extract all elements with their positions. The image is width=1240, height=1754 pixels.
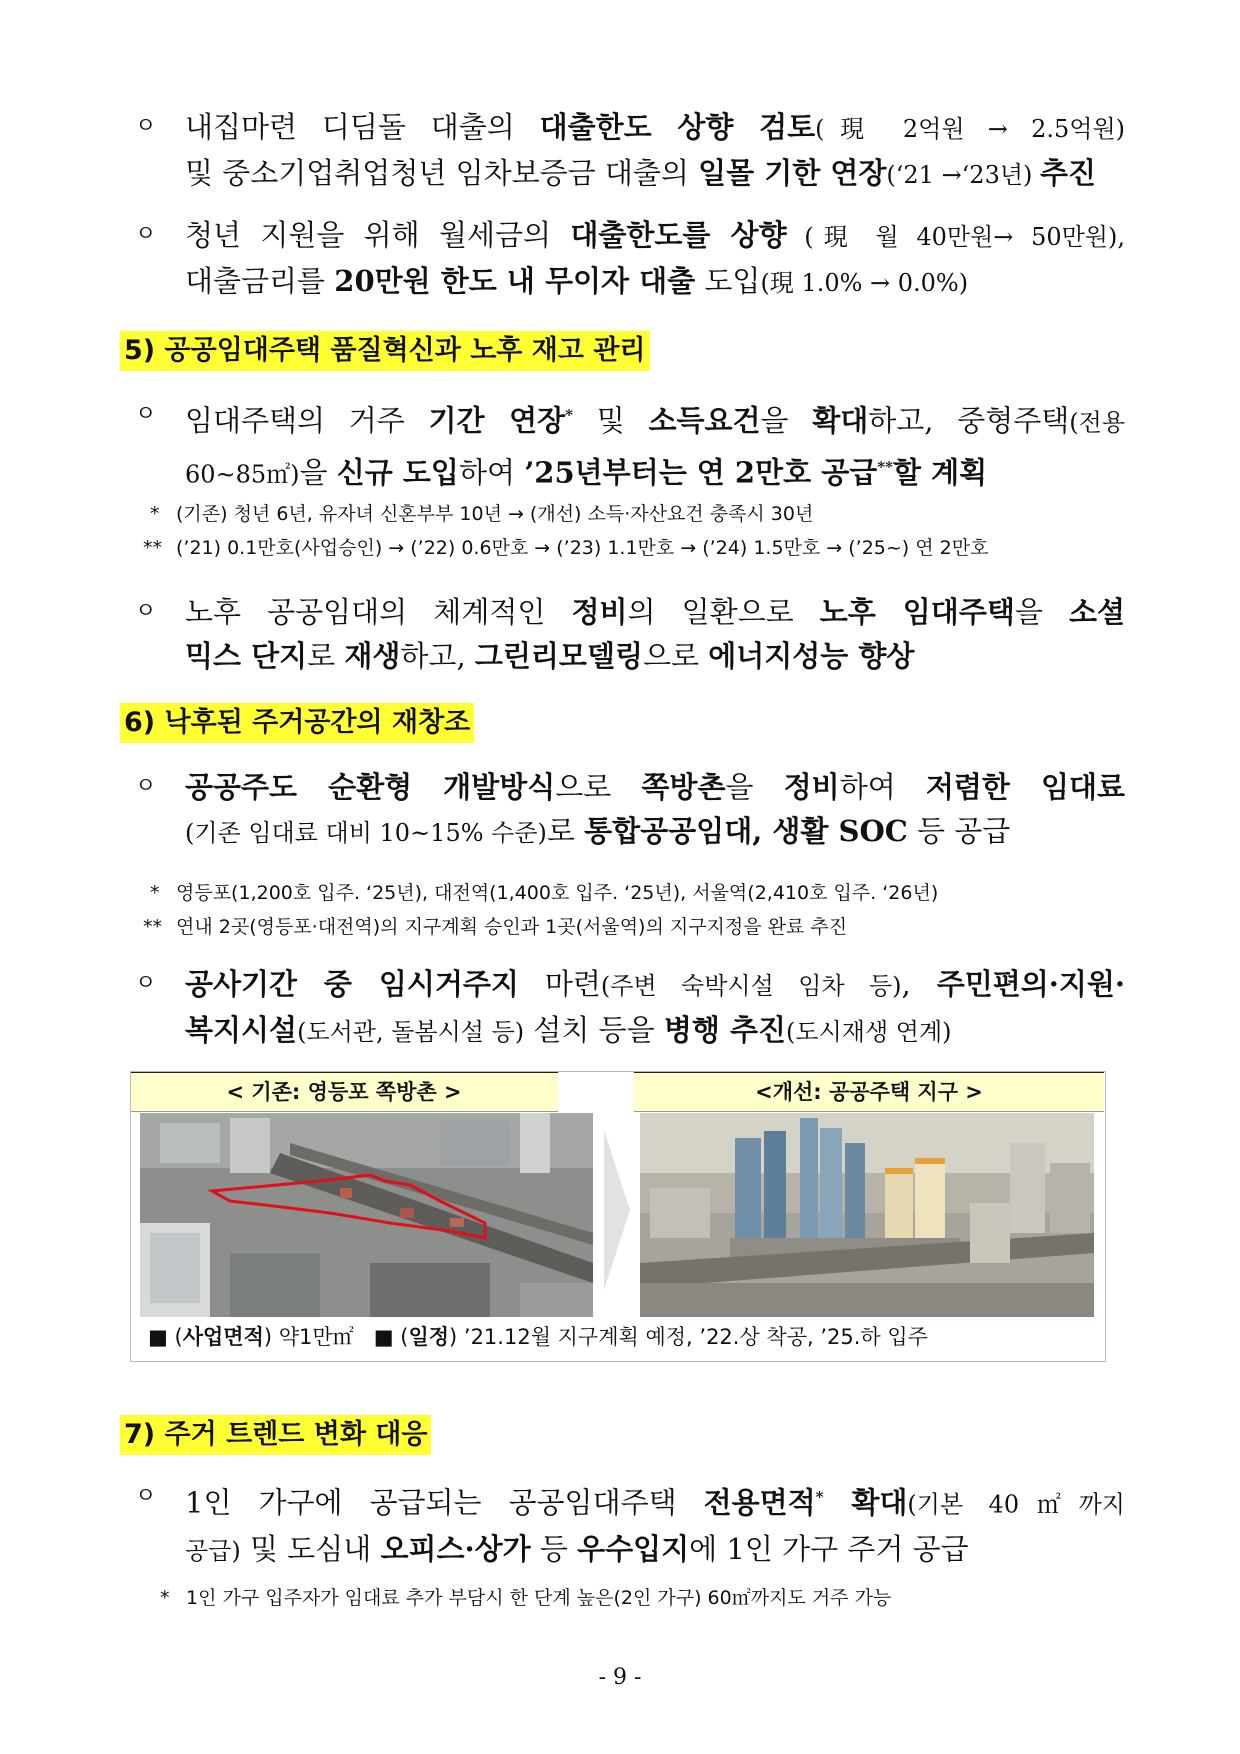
bullet-mark: ㅇ (135, 114, 157, 139)
bullet-single-household: ㅇ 1인 가구에 공급되는 공공임대주택 전용면적* 확대(기본 40㎡까지 공급) 및 도심내 오피스·상가 등 우수입지에 1인 가구 주거 공급 (135, 1475, 1125, 1573)
section-heading-5: 5) 공공임대주택 품질혁신과 노후 재고 관리 (120, 331, 650, 371)
bullet-old-rental: ㅇ 노후 공공임대의 체계적인 정비의 일환으로 노후 임대주택을 소셜 믹스 단지로 재생하고, 그린리모델링으로 에너지성능 향상 (135, 595, 1126, 673)
before-aerial-photo (140, 1113, 593, 1317)
section-heading-6: 6) 낙후된 주거공간의 재창조 (120, 703, 474, 743)
after-rendering-photo (640, 1113, 1094, 1317)
photo-caption: ■ (사업면적) 약1만㎡ ■ (일정) ’21.12월 지구계획 예정, ’22.상 착공, ’25.하 입주 (148, 1325, 928, 1349)
bullet-mark: ㅇ (135, 774, 157, 799)
bullet-mark: ㅇ (135, 599, 157, 624)
bullet-mark: ㅇ (135, 222, 157, 247)
before-photo-label: < 기존: 영등포 쪽방촌 > (130, 1071, 558, 1112)
bullet-loan-limit: ㅇ 내집마련 디딤돌 대출의 대출한도 상향 검토(現 2억원 → 2.5억원) 및 중소기업취업청년 임차보증금 대출의 일몰 기한 연장(‘21 →‘23년) 추진 (135, 110, 1125, 190)
bullet-jjokbang: ㅇ 공공주도 순환형 개발방식으로 쪽방촌을 정비하여 저렴한 임대료 (기존 임대료 대비 10~15% 수준)로 통합공공임대, 생활 SOC 등 공급 (135, 770, 1125, 848)
bullet-mark: ㅇ (135, 402, 157, 427)
bullet-mark: ㅇ (135, 1484, 157, 1509)
after-rendering-illustration (640, 1113, 1094, 1317)
bullet-youth-rent: ㅇ 청년 지원을 위해 월세금의 대출한도를 상향 (現 월 40만원→ 50만원), 대출금리를 20만원 한도 내 무이자 대출 도입(現 1.0% → 0.0%) (135, 218, 1125, 298)
footnote-1: * (기존) 청년 6년, 유자녀 신혼부부 10년 → (개선) 소득·자산요건 충족시 30년 (150, 503, 814, 525)
arrow-right-icon (604, 1130, 630, 1290)
footnote-5: * 1인 가구 입주자가 임대료 추가 부담시 한 단계 높은(2인 가구) 60㎡까지도 거주 가능 (160, 1587, 892, 1609)
section-heading-7: 7) 주거 트렌드 변화 대응 (120, 1415, 431, 1455)
bullet-temporary-housing: ㅇ 공사기간 중 임시거주지 마련(주변 숙박시설 임차 등), 주민편의·지원· 복지시설(도서관, 돌봄시설 등) 설치 등을 병행 추진(도시재생 연계) (135, 967, 1126, 1047)
footnote-3: * 영등포(1,200호 입주. ‘25년), 대전역(1,400호 입주. ‘25년), 서울역(2,410호 입주. ‘26년) (150, 882, 939, 904)
footnote-2: ** (’21) 0.1만호(사업승인) → (’22) 0.6만호 → (’23) 1.1만호 → (’24) 1.5만호 → (’25~) 연 2만호 (143, 537, 989, 559)
page-number: - 9 - (598, 1665, 642, 1690)
before-aerial-illustration (140, 1113, 593, 1317)
footnote-4: ** 연내 2곳(영등포·대전역)의 지구계획 승인과 1곳(서울역)의 지구지정을 완료 추진 (143, 916, 848, 938)
bullet-rental-quality: ㅇ 임대주택의 거주 기간 연장* 및 소득요건을 확대하고, 중형주택(전용 60~85㎡)을 신규 도입하여 ’25년부터는 연 2만호 공급**할 계획 (135, 393, 1125, 496)
bullet-mark: ㅇ (135, 971, 157, 996)
after-photo-label: <개선: 공공주택 지구 > (634, 1071, 1104, 1112)
